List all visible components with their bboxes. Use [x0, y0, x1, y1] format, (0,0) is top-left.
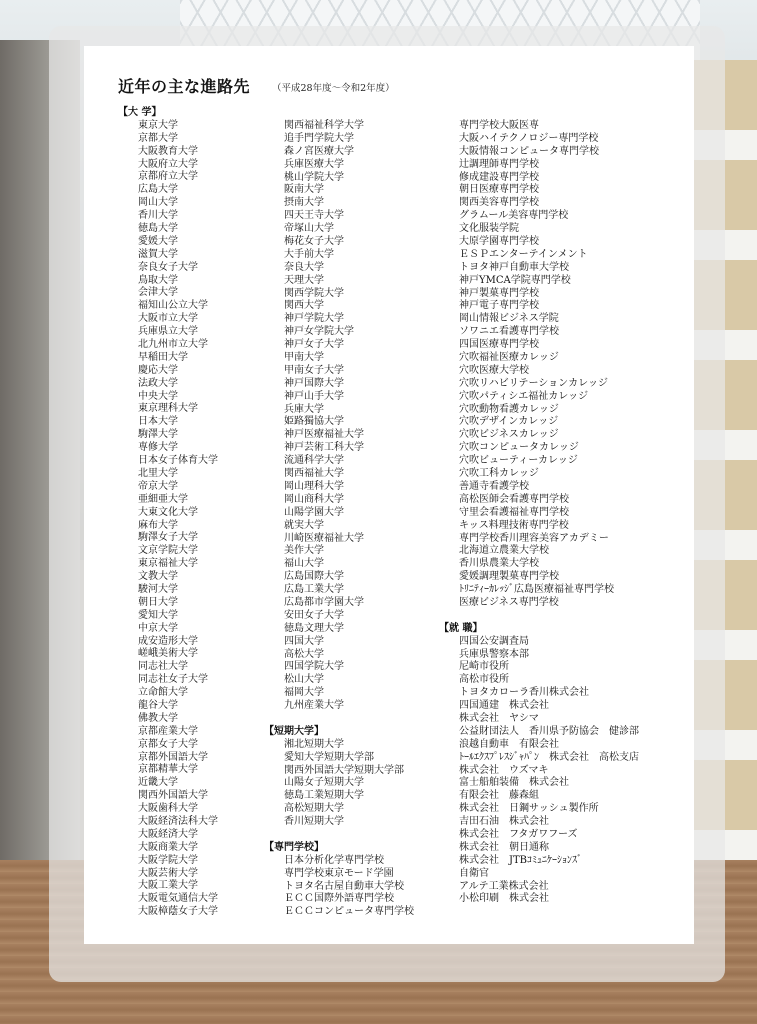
list-item: 松山大学 — [284, 674, 324, 686]
list-item: 嵯峨美術大学 — [138, 648, 198, 660]
list-item: 大阪教育大学 — [138, 145, 198, 157]
list-item: 麻布大学 — [138, 519, 178, 531]
list-item: 阪南大学 — [284, 184, 324, 196]
list-item: 穴吹ビューティーカレッジ — [459, 455, 578, 467]
list-item: 梅花女子大学 — [284, 236, 344, 248]
list-item: 株式会社 日鋼サッシュ製作所 — [459, 803, 599, 815]
list-item: 穴吹福祉医療カレッジ — [459, 352, 559, 364]
list-item: 大阪商業大学 — [138, 841, 198, 853]
list-item: 高松大学 — [284, 648, 324, 660]
list-item: 北里大学 — [138, 467, 178, 479]
list-item: 大手前大学 — [284, 248, 334, 260]
list-item: 京都大学 — [138, 132, 178, 144]
list-item: 守里会看護福祉専門学校 — [459, 506, 569, 518]
list-item: ＥＣＣ国際外語専門学校 — [284, 893, 394, 905]
list-item: 奈良女子大学 — [138, 261, 198, 273]
list-item: 徳島工業短期大学 — [284, 790, 364, 802]
list-item: 神戸山手大学 — [284, 390, 344, 402]
list-item: 株式会社 ヤシマ — [459, 712, 539, 724]
list-item: 神戸国際大学 — [284, 377, 344, 389]
list-item: 愛知大学短期大学部 — [284, 751, 374, 763]
list-item: 大阪樟蔭女子大学 — [138, 906, 218, 918]
list-item: 穴吹リハビリテーションカレッジ — [459, 377, 608, 389]
list-item: 甲南大学 — [284, 352, 324, 364]
spacer — [284, 829, 414, 842]
list-item: 川崎医療福祉大学 — [284, 532, 364, 544]
list-item: 森ノ宮医療大学 — [284, 145, 354, 157]
list-item: 大阪市立大学 — [138, 313, 198, 325]
list-item: 文京学院大学 — [138, 545, 198, 557]
list-item: 関西福祉大学 — [284, 468, 344, 480]
list-item: 岡山情報ビジネス学院 — [459, 313, 559, 325]
list-item: 専門学校大阪医専 — [459, 120, 539, 131]
list-item: グラムール美容専門学校 — [459, 210, 569, 222]
list-item: ＥＳＰエンターテインメント — [459, 248, 588, 260]
list-item: 尼崎市役所 — [459, 661, 509, 673]
list-item: 東京大学 — [138, 119, 178, 131]
list-item: 神戸女子大学 — [284, 339, 344, 351]
list-item: 四国学院大学 — [284, 661, 344, 673]
list-item: 早稲田大学 — [138, 351, 188, 363]
list-item: 有限会社 藤森組 — [459, 790, 539, 802]
list-item: 関西外国語大学短期大学部 — [284, 764, 404, 776]
list-item: 広島工業大学 — [284, 584, 344, 596]
list-item: 四国大学 — [284, 635, 324, 647]
list-item: 医療ビジネス専門学校 — [459, 596, 559, 608]
list-item: 大阪ハイテクノロジー専門学校 — [459, 132, 599, 144]
list-item: 帝京大学 — [138, 480, 178, 492]
list-item: 摂南大学 — [284, 197, 324, 209]
list-item: 大阪経済法科大学 — [138, 815, 218, 827]
list-item: 龍谷大学 — [138, 699, 178, 711]
list-item: 株式会社 JTBｺﾐｭﾆｹｰｼｮﾝｽﾞ — [459, 854, 583, 866]
list-item: 兵庫医療大学 — [284, 158, 344, 170]
list-item: 京都外国語大学 — [138, 751, 208, 763]
list-item: 京都精華大学 — [138, 764, 198, 776]
list-item: 立命館大学 — [138, 687, 188, 699]
list-item: 成安造形大学 — [138, 635, 198, 647]
list-item: ﾄｰﾙｴｸｽﾌﾟﾚｽｼﾞｬﾊﾟﾝ 株式会社 高松支店 — [459, 751, 639, 763]
list-item: 山陽女子短期大学 — [284, 777, 364, 789]
list-item: 穴吹動物看護カレッジ — [459, 403, 559, 415]
list-item: 四天王寺大学 — [284, 210, 344, 222]
list-item: 山陽学園大学 — [284, 506, 344, 518]
list-item: 大阪学院大学 — [138, 854, 198, 866]
list-item: 神戸女学院大学 — [284, 326, 354, 338]
list-item: 甲南女子大学 — [284, 364, 344, 376]
list-item: トヨタ神戸自動車大学校 — [459, 261, 569, 273]
list-item: 大阪芸術大学 — [138, 867, 198, 879]
list-item: 徳島大学 — [138, 223, 178, 235]
list-item: 朝日大学 — [138, 596, 178, 608]
list-item: 修成建設専門学校 — [459, 171, 539, 183]
list-item: 広島都市学園大学 — [284, 596, 364, 608]
list-item: 日本大学 — [138, 416, 178, 428]
list-item: 帝塚山大学 — [284, 223, 334, 235]
list-item: 神戸学院大学 — [284, 313, 344, 325]
list-item: 穴吹医療大学校 — [459, 364, 529, 376]
list-item: 美作大学 — [284, 545, 324, 557]
section-header-vocational: 【専門学校】 — [264, 841, 324, 853]
list-item: 奈良大学 — [284, 261, 324, 273]
list-item: 近畿大学 — [138, 777, 178, 789]
list-item: アルテ工業株式会社 — [459, 880, 549, 892]
section-header-employment: 【就 職】 — [439, 622, 483, 634]
section-header-junior-college: 【短期大学】 — [264, 725, 324, 737]
list-item: 善通寺看護学校 — [459, 480, 529, 492]
list-item: 専門学校香川理容美容アカデミー — [459, 532, 609, 544]
list-item: 穴吹ビジネスカレッジ — [459, 429, 559, 441]
spacer — [284, 713, 414, 726]
list-item: 佛教大学 — [138, 712, 178, 724]
list-item: 同志社女子大学 — [138, 674, 208, 686]
list-item: 文化服装学院 — [459, 223, 519, 235]
list-item: 中央大学 — [138, 390, 178, 402]
list-item: 北海道立農業大学校 — [459, 545, 549, 557]
column-3 — [439, 120, 639, 906]
list-item: 駿河大学 — [138, 583, 178, 595]
list-item: 天理大学 — [284, 274, 324, 286]
list-item: 岡山理科大学 — [284, 480, 344, 492]
list-item: 流通科学大学 — [284, 455, 344, 467]
list-item: 福知山公立大学 — [138, 300, 208, 312]
list-item: 愛知大学 — [138, 609, 178, 621]
list-item: 関西福祉科学大学 — [284, 120, 364, 131]
list-item: 神戸製菓専門学校 — [459, 287, 539, 299]
list-item: 福岡大学 — [284, 687, 324, 699]
list-item: 北九州市立大学 — [138, 339, 208, 351]
list-item: 駒澤女子大学 — [138, 532, 198, 544]
list-item: 穴吹パティシエ福祉カレッジ — [459, 390, 589, 402]
list-item: キッス料理技術専門学校 — [459, 519, 569, 531]
list-item: 香川短期大学 — [284, 816, 344, 828]
list-item: 法政大学 — [138, 377, 178, 389]
list-item: 四国公安調査局 — [459, 635, 529, 647]
list-item: 京都産業大学 — [138, 725, 198, 737]
section-header-university: 【大 学】 — [118, 107, 162, 118]
list-item: 株式会社 フタガワフーズ — [459, 828, 578, 840]
list-item: 愛媛大学 — [138, 235, 178, 247]
list-item: 専門学校東京モード学園 — [284, 867, 394, 879]
list-item: 大阪工業大学 — [138, 880, 198, 892]
list-item: 安田女子大学 — [284, 609, 344, 621]
list-item: 穴吹コンピュータカレッジ — [459, 442, 579, 454]
list-item: 九州産業大学 — [284, 700, 344, 712]
spacer — [459, 610, 639, 623]
list-item: 愛媛調理製菓専門学校 — [459, 571, 559, 583]
list-item: 広島国際大学 — [284, 571, 344, 583]
list-item: 日本女子体育大学 — [138, 455, 218, 467]
list-item: 同志社大学 — [138, 661, 188, 673]
list-item: 株式会社 朝日通称 — [459, 841, 549, 853]
list-item: 神戸YMCA学院専門学校 — [459, 274, 571, 286]
list-item: 鳥取大学 — [138, 274, 178, 286]
list-item: 関西大学 — [284, 300, 324, 312]
list-item: トヨタカローラ香川株式会社 — [459, 687, 589, 699]
list-item: 高松市役所 — [459, 674, 509, 686]
list-item: 香川大学 — [138, 210, 178, 222]
list-item: 広島大学 — [138, 184, 178, 196]
list-item: 京都女子大学 — [138, 738, 198, 750]
list-item: 駒澤大学 — [138, 429, 178, 441]
list-item: 四国医療専門学校 — [459, 339, 539, 351]
list-item: 高松短期大学 — [284, 803, 344, 815]
list-item: 亜細亜大学 — [138, 493, 188, 505]
list-item: 東京福祉大学 — [138, 558, 198, 570]
list-item: 福山大学 — [284, 558, 324, 570]
page-title: 近年の主な進路先 — [118, 77, 251, 96]
list-item: 大阪歯科大学 — [138, 803, 198, 815]
list-item: 吉田石油 株式会社 — [459, 816, 549, 828]
list-item: 日本分析化学専門学校 — [284, 854, 384, 866]
list-item: ﾄﾘﾆﾃｨｰｶﾚｯｼﾞ広島医療福祉専門学校 — [459, 584, 614, 596]
list-item: 慶応大学 — [138, 364, 178, 376]
list-item: 兵庫大学 — [284, 403, 324, 415]
list-item: 香川県農業大学校 — [459, 558, 539, 570]
list-item: 大阪経済大学 — [138, 828, 198, 840]
list-item: ソワニエ看護専門学校 — [459, 326, 559, 338]
list-item: 富士船舶装備 株式会社 — [459, 777, 569, 789]
list-item: 浪越自動車 有限会社 — [459, 738, 559, 750]
list-item: 関西外国語大学 — [138, 790, 208, 802]
list-item: 大阪電気通信大学 — [138, 893, 218, 905]
list-item: 穴吹工科カレッジ — [459, 468, 539, 480]
column-1 — [118, 107, 218, 919]
list-item: 兵庫県立大学 — [138, 326, 198, 338]
list-item: 姫路獨協大学 — [284, 416, 344, 428]
list-item: 会津大学 — [138, 287, 178, 299]
list-item: 神戸電子専門学校 — [459, 300, 539, 312]
list-item: 大東文化大学 — [138, 506, 198, 518]
list-item: 公益財団法人 香川県予防協会 健診部 — [459, 725, 639, 737]
list-item: 関西美容専門学校 — [459, 197, 539, 209]
list-item: 大阪情報コンピュータ専門学校 — [459, 145, 599, 157]
list-item: 兵庫県警察本部 — [459, 648, 529, 660]
list-item: 京都府立大学 — [138, 171, 198, 183]
list-item: 株式会社 ウズマキ — [459, 764, 549, 776]
list-item: 辻調理師専門学校 — [459, 158, 539, 170]
list-item: 就実大学 — [284, 519, 324, 531]
list-item: 岡山商科大学 — [284, 493, 344, 505]
list-item: 岡山大学 — [138, 197, 178, 209]
list-item: 徳島文理大学 — [284, 622, 344, 634]
list-item: 桃山学院大学 — [284, 171, 344, 183]
list-item: ＥＣＣコンピュータ専門学校 — [284, 906, 414, 918]
list-item: 朝日医療専門学校 — [459, 184, 539, 196]
list-item: 神戸医療福祉大学 — [284, 429, 364, 441]
list-item: 大阪府立大学 — [138, 158, 198, 170]
list-item: 追手門学院大学 — [284, 132, 354, 144]
list-item: トヨタ名古屋自動車大学校 — [284, 880, 404, 892]
list-item: 滋賀大学 — [138, 248, 178, 260]
list-item: 大原学園専門学校 — [459, 236, 539, 248]
list-item: 穴吹デザインカレッジ — [459, 416, 559, 428]
list-item: 東京理科大学 — [138, 403, 198, 415]
list-item: 中京大学 — [138, 622, 178, 634]
list-item: 高松医師会看護専門学校 — [459, 493, 569, 505]
list-item: 湘北短期大学 — [284, 738, 344, 750]
list-item: 小松印刷 株式会社 — [459, 893, 549, 905]
list-item: 関西学院大学 — [284, 287, 344, 299]
column-2 — [264, 120, 414, 919]
period-note: （平成28年度～令和2年度） — [272, 83, 395, 94]
list-item: 文教大学 — [138, 571, 178, 583]
list-item: 神戸芸術工科大学 — [284, 442, 364, 454]
list-item: 専修大学 — [138, 442, 178, 454]
list-item: 自衛官 — [459, 867, 489, 879]
list-item: 四国通建 株式会社 — [459, 700, 549, 712]
